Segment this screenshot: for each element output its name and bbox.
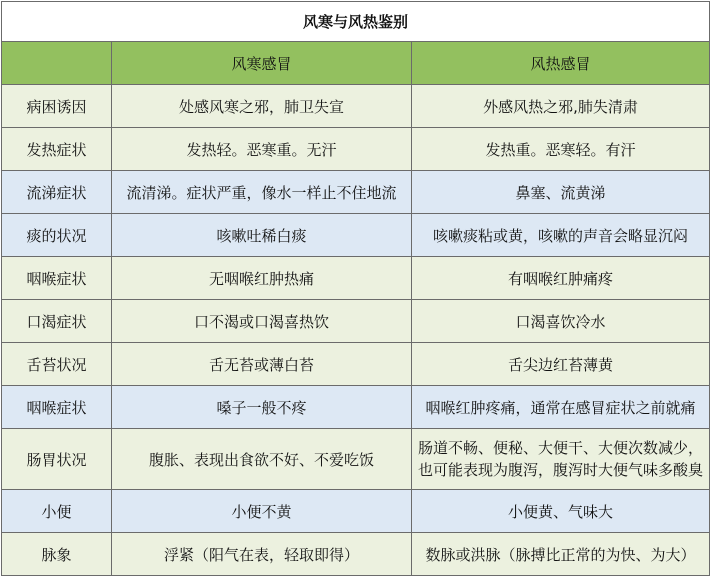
cold-cell: 小便不黄 [112, 490, 412, 533]
row-label: 肠胃状况 [2, 429, 112, 490]
row-label: 痰的状况 [2, 214, 112, 257]
row-label: 小便 [2, 490, 112, 533]
heat-cell: 发热重。恶寒轻。有汗 [412, 128, 710, 171]
header-empty [2, 42, 112, 85]
heat-cell: 有咽喉红肿痛疼 [412, 257, 710, 300]
row-label: 脉象 [2, 533, 112, 576]
heat-cell: 舌尖边红苔薄黄 [412, 343, 710, 386]
row-label: 口渴症状 [2, 300, 112, 343]
table-row [2, 214, 710, 257]
table-row [2, 128, 710, 171]
table-row [2, 386, 710, 429]
heat-cell: 小便黄、气味大 [412, 490, 710, 533]
cold-cell: 发热轻。恶寒重。无汗 [112, 128, 412, 171]
heat-cell: 咽喉红肿疼痛，通常在感冒症状之前就痛 [412, 386, 710, 429]
table-title: 风寒与风热鉴别 [2, 2, 710, 42]
cold-cell: 浮紧（阳气在表，轻取即得） [112, 533, 412, 576]
table-row [2, 300, 710, 343]
row-label: 发热症状 [2, 128, 112, 171]
row-label: 病困诱因 [2, 85, 112, 128]
cold-cell: 腹胀、表现出食欲不好、不爱吃饭 [112, 429, 412, 490]
cold-cell: 嗓子一般不疼 [112, 386, 412, 429]
comparison-table-container [1, 1, 709, 574]
table-row [2, 85, 710, 128]
table-row [2, 257, 710, 300]
cold-cell: 流清涕。症状严重，像水一样止不住地流 [112, 171, 412, 214]
heat-cell: 咳嗽痰粘或黄，咳嗽的声音会略显沉闷 [412, 214, 710, 257]
comparison-table [1, 1, 710, 576]
heat-cell: 数脉或洪脉（脉搏比正常的为快、为大） [412, 533, 710, 576]
cold-cell: 咳嗽吐稀白痰 [112, 214, 412, 257]
row-label: 流涕症状 [2, 171, 112, 214]
cold-cell: 无咽喉红肿热痛 [112, 257, 412, 300]
table-row [2, 429, 710, 490]
cold-cell: 口不渴或口渴喜热饮 [112, 300, 412, 343]
cold-cell: 处感风寒之邪，肺卫失宣 [112, 85, 412, 128]
table-row [2, 490, 710, 533]
table-row [2, 533, 710, 576]
header-row [2, 42, 710, 85]
header-wind-heat: 风热感冒 [412, 42, 710, 85]
row-label: 舌苔状况 [2, 343, 112, 386]
heat-cell: 肠道不畅、便秘、大便干、大便次数减少，也可能表现为腹泻，腹泻时大便气味多酸臭 [412, 429, 710, 490]
heat-cell: 鼻塞、流黄涕 [412, 171, 710, 214]
cold-cell: 舌无苔或薄白苔 [112, 343, 412, 386]
header-wind-cold: 风寒感冒 [112, 42, 412, 85]
title-row [2, 2, 710, 42]
table-row [2, 171, 710, 214]
heat-cell: 口渴喜饮冷水 [412, 300, 710, 343]
heat-cell: 外感风热之邪,肺失清肃 [412, 85, 710, 128]
row-label: 咽喉症状 [2, 257, 112, 300]
table-row [2, 343, 710, 386]
row-label: 咽喉症状 [2, 386, 112, 429]
